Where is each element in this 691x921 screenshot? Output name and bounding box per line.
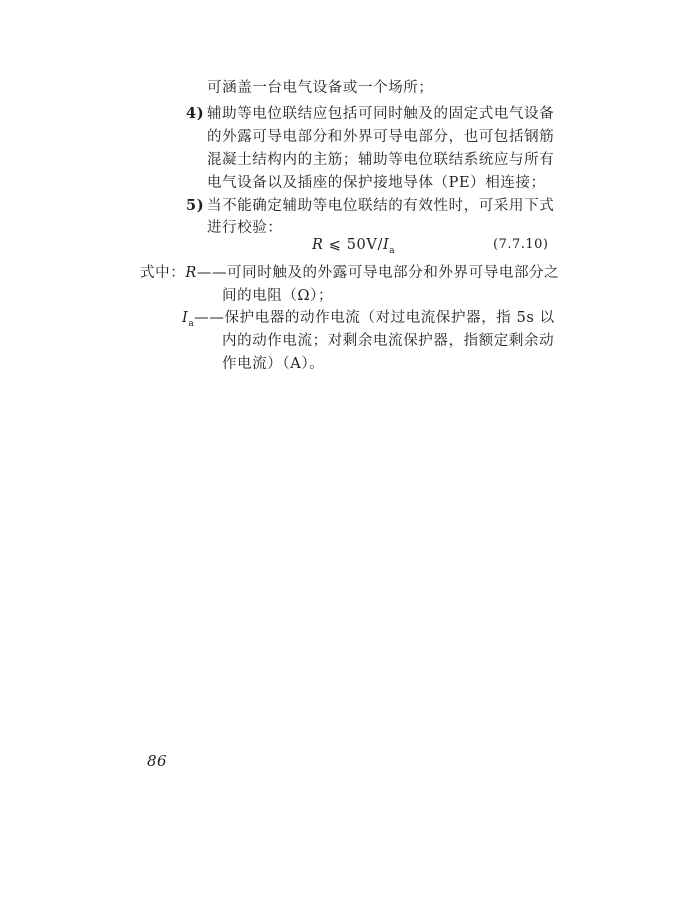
item-number-4: 4) bbox=[186, 105, 205, 122]
item-4-line-1: 辅助等电位联结应包括可同时触及的固定式电气设备 bbox=[207, 106, 555, 122]
text-line-continuation: 可涵盖一台电气设备或一个场所； bbox=[207, 80, 434, 96]
where-prefix: 式中： bbox=[140, 265, 186, 281]
where-ia-text-1: 保护电器的动作电流（对过电流保护器，指 5s 以 bbox=[224, 310, 555, 326]
where-r-line-2: 间的电阻（Ω）； bbox=[222, 288, 334, 304]
formula-rhs-var: I bbox=[382, 237, 390, 253]
where-r-line-1 bbox=[140, 263, 559, 283]
where-ia-dash: —— bbox=[194, 310, 225, 326]
where-ia-symbol: I bbox=[182, 310, 189, 326]
where-ia-sub: a bbox=[188, 318, 195, 329]
formula-lhs: R bbox=[312, 237, 324, 253]
where-ia-line-3: 作电流）（A）。 bbox=[222, 356, 325, 372]
equation-number: (7.7.10) bbox=[493, 237, 549, 252]
page-number: 86 bbox=[147, 752, 168, 770]
formula-operator: ⩽ bbox=[328, 237, 342, 253]
where-r-text-1: 可同时触及的外露可导电部分和外界可导电部分之 bbox=[227, 265, 560, 281]
item-number-5: 5) bbox=[186, 197, 205, 214]
item-5-line-1: 当不能确定辅助等电位联结的有效性时，可采用下式 bbox=[207, 198, 555, 214]
item-4-line-4: 电气设备以及插座的保护接地导体（PE）相连接； bbox=[207, 175, 546, 191]
where-ia-line-2: 内的动作电流；对剩余电流保护器，指额定剩余动 bbox=[222, 333, 555, 349]
item-5-line-2: 进行校验： bbox=[207, 220, 283, 236]
formula-rhs: 50V/ bbox=[346, 237, 383, 253]
formula-rhs-sub: a bbox=[389, 245, 396, 256]
where-r-symbol: R bbox=[185, 265, 197, 281]
item-4-line-2: 的外露可导电部分和外界可导电部分，也可包括钢筋 bbox=[207, 129, 555, 145]
item-4-line-3: 混凝土结构内的主筋；辅助等电位联结系统应与所有 bbox=[207, 152, 555, 168]
where-r-dash: —— bbox=[196, 265, 228, 281]
where-ia-line-1 bbox=[182, 308, 555, 334]
formula bbox=[312, 235, 395, 261]
